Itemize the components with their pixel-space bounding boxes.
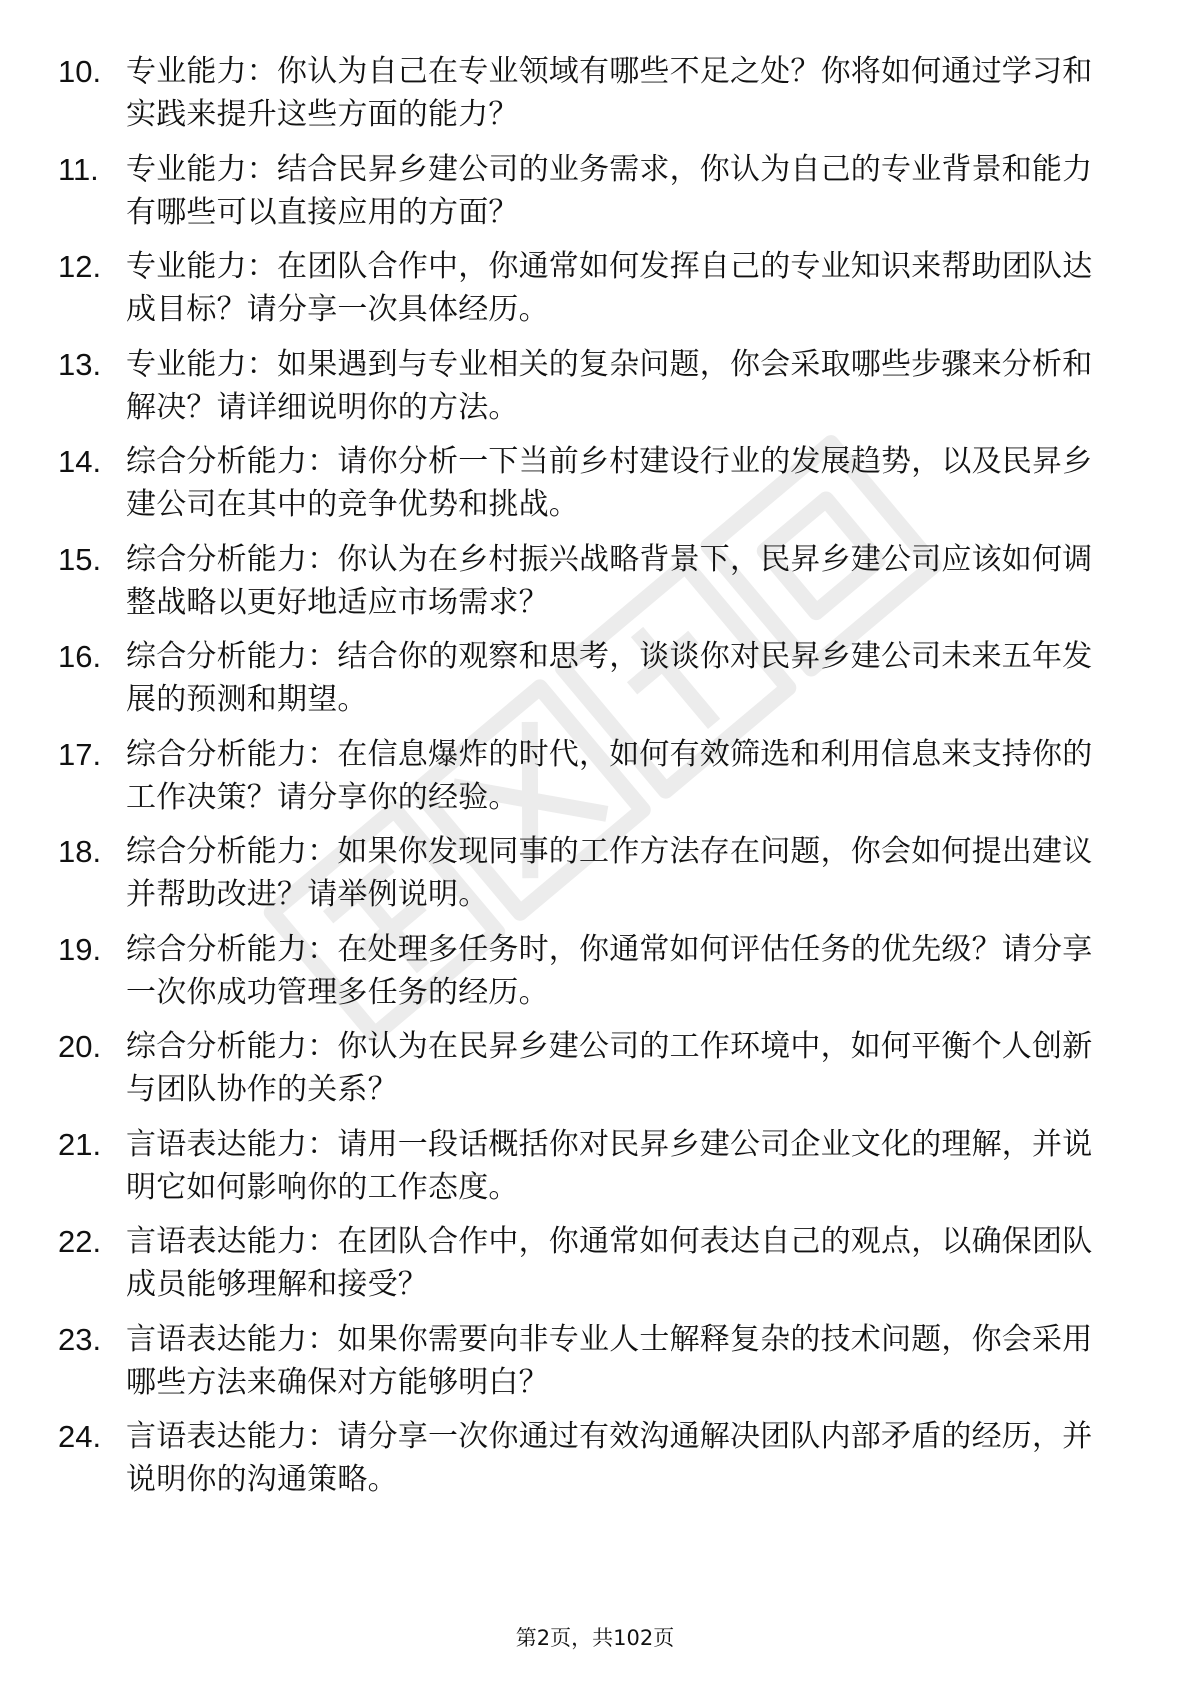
list-item bbox=[58, 1318, 1118, 1416]
item-text: 专业能力：结合民昇乡建公司的业务需求，你认为自己的专业背景和能力有哪些可以直接应用的方面？ bbox=[126, 151, 1093, 230]
list-item bbox=[58, 343, 1118, 441]
item-text: 言语表达能力：在团队合作中，你通常如何表达自己的观点，以确保团队成员能够理解和接受？ bbox=[126, 1224, 1093, 1302]
list-item bbox=[58, 830, 1118, 928]
list-item bbox=[58, 50, 1118, 148]
item-number: 12. bbox=[58, 249, 102, 284]
list-item bbox=[58, 1123, 1118, 1221]
item-text: 言语表达能力：如果你需要向非专业人士解释复杂的技术问题，你会采用哪些方法来确保对方能够明白？ bbox=[126, 1321, 1093, 1400]
item-number: 17. bbox=[58, 736, 102, 772]
item-text: 言语表达能力：请分享一次你通过有效沟通解决团队内部矛盾的经历，并说明你的沟通策略。 bbox=[126, 1419, 1093, 1497]
item-text: 综合分析能力：你认为在乡村振兴战略背景下，民昇乡建公司应该如何调整战略以更好地适应市场需求？ bbox=[126, 541, 1093, 620]
item-number: 10. bbox=[58, 54, 102, 89]
item-text: 综合分析能力：你认为在民昇乡建公司的工作环境中，如何平衡个人创新与团队协作的关系？ bbox=[126, 1029, 1093, 1107]
item-number: 23. bbox=[58, 1321, 102, 1357]
item-number: 22. bbox=[58, 1224, 102, 1259]
item-text: 综合分析能力：在处理多任务时，你通常如何评估任务的优先级？请分享一次你成功管理多任务的经历。 bbox=[126, 931, 1093, 1010]
item-number: 19. bbox=[58, 931, 102, 967]
list-item bbox=[58, 538, 1118, 636]
item-number: 18. bbox=[58, 834, 102, 869]
item-number: 20. bbox=[58, 1029, 102, 1064]
item-number: 16. bbox=[58, 639, 102, 674]
list-item bbox=[58, 733, 1118, 831]
item-text: 专业能力：在团队合作中，你通常如何发挥自己的专业知识来帮助团队达成目标？请分享一次具体经历。 bbox=[126, 249, 1093, 327]
list-item bbox=[58, 1025, 1118, 1123]
list-item bbox=[58, 440, 1118, 538]
list-item bbox=[58, 1415, 1118, 1513]
item-text: 综合分析能力：结合你的观察和思考，谈谈你对民昇乡建公司未来五年发展的预测和期望。 bbox=[126, 639, 1093, 717]
item-number: 13. bbox=[58, 346, 102, 382]
item-text: 专业能力：如果遇到与专业相关的复杂问题，你会采取哪些步骤来分析和解决？请详细说明你的方法。 bbox=[126, 346, 1093, 425]
item-text: 专业能力：你认为自己在专业领域有哪些不足之处？你将如何通过学习和实践来提升这些方面的能力？ bbox=[126, 54, 1093, 132]
item-text: 综合分析能力：请你分析一下当前乡村建设行业的发展趋势，以及民昇乡建公司在其中的竞争优势和挑战。 bbox=[126, 444, 1093, 522]
item-number: 21. bbox=[58, 1126, 102, 1162]
item-text: 言语表达能力：请用一段话概括你对民昇乡建公司企业文化的理解，并说明它如何影响你的工作态度。 bbox=[126, 1126, 1093, 1205]
item-text: 综合分析能力：如果你发现同事的工作方法存在问题，你会如何提出建议并帮助改进？请举例说明。 bbox=[126, 834, 1093, 912]
list-item bbox=[58, 928, 1118, 1026]
list-item bbox=[58, 245, 1118, 343]
item-number: 15. bbox=[58, 541, 102, 577]
item-number: 24. bbox=[58, 1419, 102, 1454]
item-number: 11. bbox=[58, 151, 99, 187]
list-item bbox=[58, 148, 1118, 246]
item-text: 综合分析能力：在信息爆炸的时代，如何有效筛选和利用信息来支持你的工作决策？请分享你的经验。 bbox=[126, 736, 1093, 815]
item-number: 14. bbox=[58, 444, 102, 479]
page-footer: 第2页，共102页 bbox=[515, 1626, 675, 1650]
list-item bbox=[58, 1220, 1118, 1318]
list-item bbox=[58, 635, 1118, 733]
question-list bbox=[58, 50, 1118, 1513]
